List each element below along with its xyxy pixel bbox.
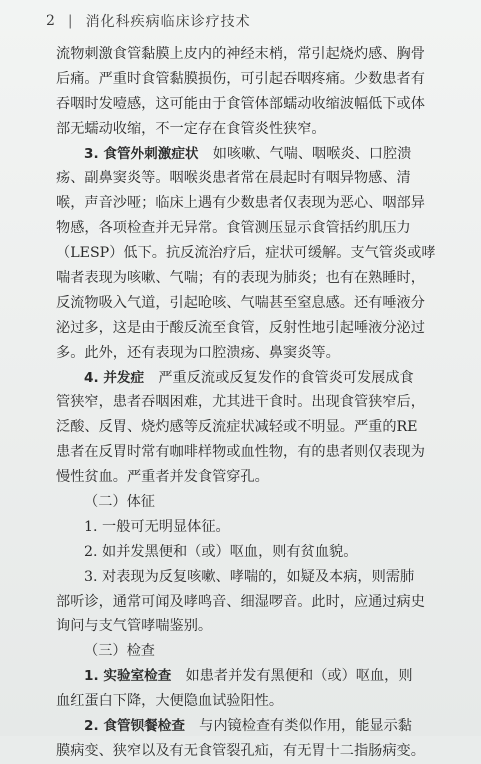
- text-line: 血红蛋白下降，大便隐血试验阳性。: [56, 693, 284, 710]
- paragraph-start: [56, 142, 461, 167]
- section-heading: （三）检查: [84, 643, 155, 660]
- text-line: 喉，声音沙哑；临床上遇有少数患者仅表现为恶心、咽部异: [56, 195, 425, 212]
- text-line: 疡、副鼻窦炎等。咽喉炎患者常在晨起时有咽异物感、清: [56, 170, 411, 187]
- running-header: [46, 9, 461, 33]
- subsection-heading: 4. 并发症: [84, 369, 145, 386]
- paragraph-start: [56, 714, 461, 739]
- paragraph-start: [56, 664, 461, 689]
- text-line: 流物刺激食管黏膜上皮内的神经末梢，常引起烧灼感、胸骨: [56, 46, 425, 62]
- text-line: 物感，各项检查并无异常。食管测压显示食管括约肌压力: [56, 220, 411, 237]
- subsection-heading: 1. 实验室检查: [84, 668, 172, 685]
- paragraph-start: [56, 366, 461, 391]
- text-line: 部无蠕动收缩，不一定存在食管炎性狭窄。: [56, 120, 326, 137]
- section-heading: （二）体征: [84, 494, 155, 511]
- text-line: 部听诊，通常可闻及哮鸣音、细湿啰音。此时，应通过病史: [56, 593, 425, 610]
- text-run: 与内镜检查有类似作用，能显示黏: [199, 718, 412, 735]
- text-run: 如患者并发有黑便和（或）呕血，则: [185, 668, 413, 685]
- list-item: 3. 对表现为反复咳嗽、哮喘的，如疑及本病，则需肺: [84, 568, 415, 585]
- header-separator: |: [67, 13, 74, 29]
- subsection-heading: 2. 食管钡餐检查: [84, 718, 185, 735]
- text-line: 慢性贫血。严重者并发食管穿孔。: [56, 469, 269, 486]
- text-line: 泛酸、反胃、烧灼感等反流症状减轻或不明显。严重的RE: [56, 419, 418, 436]
- text-line: 询问与支气管哮喘鉴别。: [56, 618, 213, 635]
- book-title: 消化科疾病临床诊疗技术: [85, 14, 251, 30]
- text-line: 吞咽时发噎感，这可能由于食管体部蠕动收缩波幅低下或体: [56, 95, 425, 112]
- list-item: 2. 如并发黑便和（或）呕血，则有贫血貌。: [84, 543, 358, 560]
- text-line: 膜病变、狭窄以及有无食管裂孔疝，有无胃十二指肠病变。: [56, 742, 425, 759]
- text-run: 严重反流或反复发作的食管炎可发展成食: [158, 369, 414, 386]
- subsection-heading: 3. 食管外刺激症状: [84, 145, 199, 162]
- text-run: 如咳嗽、气喘、咽喉炎、口腔溃: [212, 145, 412, 162]
- text-line: （LESP）低下。抗反流治疗后，症状可缓解。支气管炎或哮: [56, 245, 436, 262]
- text-line: 患者在反胃时常有咖啡样物或血性物，有的患者则仅表现为: [56, 444, 425, 461]
- list-item: 1. 一般可无明显体征。: [84, 518, 230, 535]
- page-number: 2: [46, 13, 56, 29]
- text-line: 泌过多，这是由于酸反流至食管，反射性地引起唾液分泌过: [56, 319, 425, 336]
- text-line: 喘者表现为咳嗽、气喘；有的表现为肺炎；也有在熟睡时，: [56, 270, 425, 287]
- text-line: 多。此外，还有表现为口腔溃疡、鼻窦炎等。: [56, 344, 340, 361]
- text-line: 管狭窄，患者吞咽困难，尤其进干食时。出现食管狭窄后，: [56, 394, 425, 411]
- page-body: [56, 42, 461, 764]
- text-line: 反流物吸入气道，引起呛咳、气喘甚至窒息感。还有唾液分: [56, 294, 425, 311]
- text-line: 后痛。严重时食管黏膜损伤，可引起吞咽疼痛。少数患者有: [56, 70, 425, 87]
